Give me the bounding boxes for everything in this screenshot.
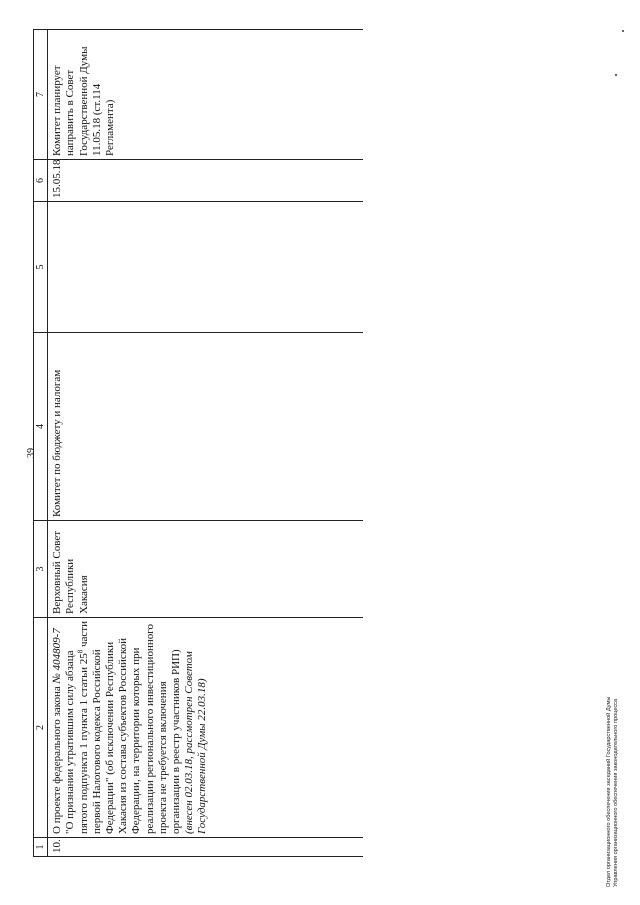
bill-title-prefix: О проекте федерального закона [51, 683, 64, 834]
column-number: 4 [34, 333, 48, 521]
bill-title-part-a: "О признании утратившим силу абзаца пятого подпункта 1 пункта 1 статьи 25 [64, 650, 90, 834]
bill-description-cell [48, 618, 363, 838]
bill-status-note: (внесен 02.03.18, рассмотрен Советом Государственной Думы 22.03.18) [183, 651, 209, 834]
page-number: 39 [26, 448, 37, 458]
footer-line-1: Отдел организационного обеспечения заседаний Государственной Думы [606, 696, 612, 887]
plan-note-cell: Комитет планирует направить в Совет Государственной Думы 11.05.18 (ст.114 Регламента) [48, 30, 363, 160]
column-number: 3 [34, 521, 48, 618]
column-number: 6 [34, 160, 48, 202]
initiator-cell: Верховный Совет Республики Хакасия [48, 521, 363, 618]
date-cell: 15.05.18 [48, 160, 363, 202]
committee-cell: Комитет по бюджету и налогам [48, 333, 363, 521]
column-number: 5 [34, 202, 48, 333]
column-number: 7 [34, 30, 48, 160]
agenda-table [33, 29, 363, 857]
row-number: 10. [48, 838, 363, 857]
column-number: 1 [34, 838, 48, 857]
scan-speck [622, 30, 624, 32]
footer [606, 697, 620, 887]
scan-speck [615, 74, 617, 76]
bill-title-part-b: части первой Налогового кодекса Российской Федерации" (об исключении Республики Хакасия из состава субъектов Российской Федерации, на территории которых при реализации регионального инвестиционного проекта не требуется включения организации в реестр участников РИП) [77, 621, 183, 834]
bill-title-superscript: 8 [75, 649, 84, 654]
footer-line-2: Управления организационного обеспечения законодательного процесса [613, 698, 620, 887]
table-row [48, 30, 363, 857]
column-5-cell [48, 202, 363, 333]
bill-number: № 404809-7 [51, 628, 64, 684]
column-number: 2 [34, 618, 48, 838]
column-number-row [34, 30, 48, 857]
